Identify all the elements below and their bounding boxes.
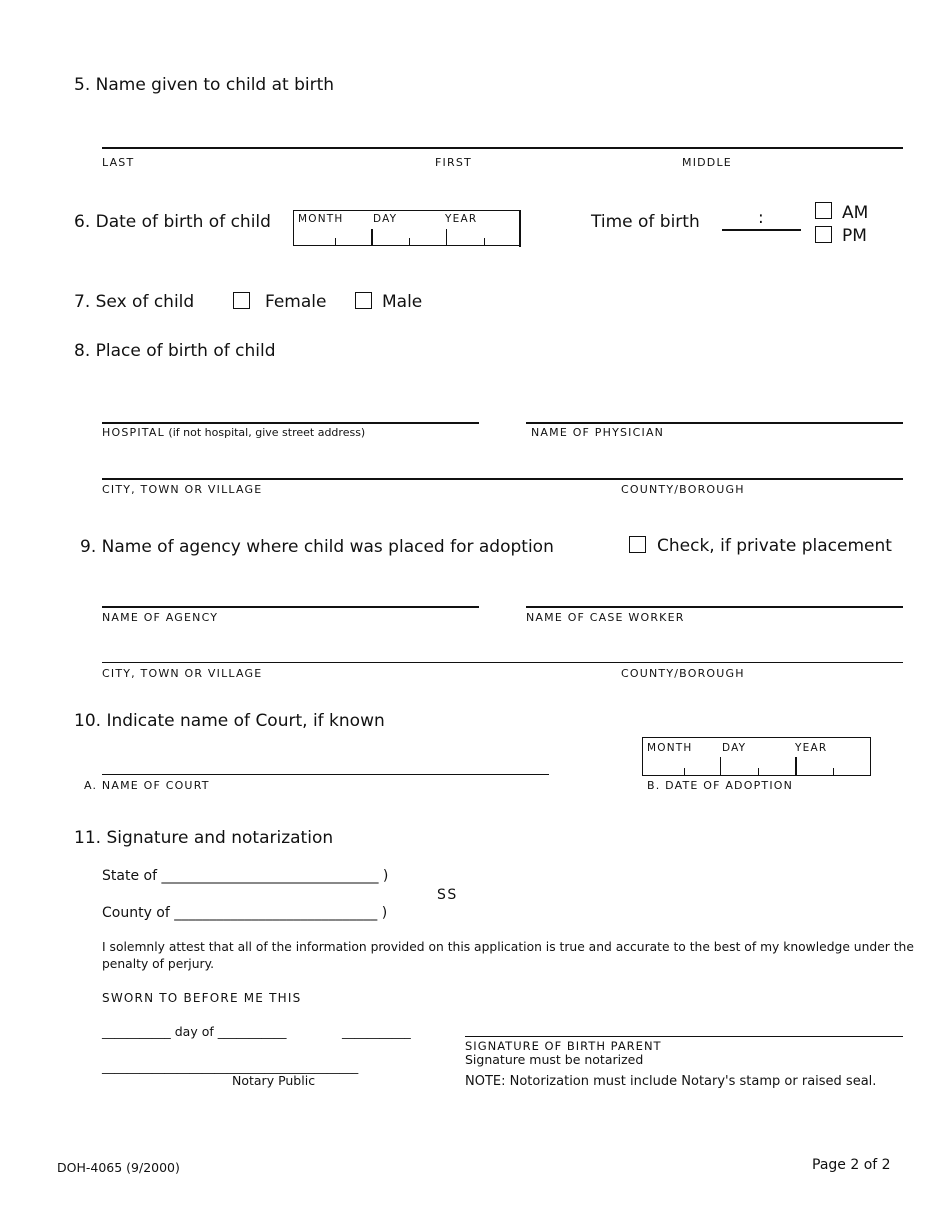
time-of-birth-label: Time of birth — [591, 212, 700, 232]
first-label: FIRST — [435, 156, 472, 169]
birth-date-right-edge — [519, 210, 521, 247]
signature-label: SIGNATURE OF BIRTH PARENT — [465, 1039, 662, 1053]
notary-public-label: Notary Public — [232, 1073, 316, 1088]
q10-title: 10. Indicate name of Court, if known — [74, 711, 385, 731]
q7-title: 7. Sex of child — [74, 292, 195, 312]
time-of-birth-field[interactable] — [722, 229, 801, 231]
agency-label: NAME OF AGENCY — [102, 611, 219, 624]
q6-title: 6. Date of birth of child — [74, 212, 271, 232]
adoption-date-tick — [684, 768, 685, 776]
hospital-label-text: HOSPITAL — [102, 426, 165, 439]
private-placement-checkbox[interactable] — [629, 536, 646, 553]
day-of-line[interactable]: ___________ day of ___________ — [102, 1024, 287, 1039]
male-label: Male — [382, 292, 423, 312]
hospital-field[interactable] — [102, 422, 479, 424]
case-worker-label: NAME OF CASE WORKER — [526, 611, 685, 624]
notary-signature-line[interactable]: _________________________________________ — [102, 1059, 359, 1074]
year-line[interactable]: ___________ — [342, 1024, 411, 1039]
court-name-field[interactable] — [102, 774, 549, 775]
adoption-day-label: DAY — [722, 742, 747, 754]
sworn-label: SWORN TO BEFORE ME THIS — [102, 991, 302, 1005]
birth-date-baseline — [294, 245, 520, 246]
birth-date-divider — [446, 229, 447, 246]
page-number: Page 2 of 2 — [812, 1157, 891, 1173]
agency-field[interactable] — [102, 606, 479, 608]
q9-title: 9. Name of agency where child was placed for adoption — [80, 537, 554, 557]
birth-parent-signature-field[interactable] — [465, 1036, 903, 1037]
am-label: AM — [842, 203, 869, 223]
adoption-date-label: B. DATE OF ADOPTION — [647, 779, 794, 792]
ss-label: SS — [437, 887, 458, 903]
birth-city-label: CITY, TOWN OR VILLAGE — [102, 483, 263, 496]
time-colon: : — [758, 208, 764, 228]
q11-title: 11. Signature and notarization — [74, 828, 334, 848]
private-placement-label: Check, if private placement — [657, 536, 892, 556]
am-checkbox[interactable] — [815, 202, 832, 219]
birth-date-tick — [335, 238, 336, 246]
adoption-date-divider — [795, 757, 797, 776]
birth-day-label: DAY — [373, 213, 398, 225]
middle-label: MIDDLE — [682, 156, 732, 169]
male-checkbox[interactable] — [355, 292, 372, 309]
pm-checkbox[interactable] — [815, 226, 832, 243]
attestation-line-2: penalty of perjury. — [102, 957, 215, 971]
agency-county-label: COUNTY/BOROUGH — [621, 667, 745, 680]
physician-field[interactable] — [526, 422, 903, 424]
adoption-year-label: YEAR — [795, 742, 828, 754]
court-name-label: A. NAME OF COURT — [84, 779, 210, 792]
birth-month-label: MONTH — [298, 213, 344, 225]
adoption-date-tick — [758, 768, 759, 776]
adoption-date-divider — [720, 757, 721, 776]
q8-title: 8. Place of birth of child — [74, 341, 276, 361]
signature-note: Signature must be notarized — [465, 1052, 644, 1067]
agency-city-county-field[interactable] — [102, 662, 903, 663]
state-of-line[interactable]: State of _______________________________ ) — [102, 868, 389, 884]
child-name-field[interactable] — [102, 147, 903, 149]
adoption-month-label: MONTH — [647, 742, 693, 754]
hospital-label — [102, 426, 365, 439]
q5-title: 5. Name given to child at birth — [74, 75, 335, 95]
adoption-date-baseline — [643, 775, 870, 776]
hospital-note: (if not hospital, give street address) — [168, 426, 366, 439]
birth-county-label: COUNTY/BOROUGH — [621, 483, 745, 496]
attestation-line-1: I solemnly attest that all of the information provided on this application is true and accurate to the best of my knowledge under the — [102, 940, 914, 954]
adoption-date-tick — [833, 768, 834, 776]
birth-date-tick — [484, 238, 485, 246]
birth-date-divider — [371, 229, 373, 246]
physician-label: NAME OF PHYSICIAN — [531, 426, 665, 439]
birth-date-tick — [409, 238, 410, 246]
female-checkbox[interactable] — [233, 292, 250, 309]
agency-city-label: CITY, TOWN OR VILLAGE — [102, 667, 263, 680]
form-id: DOH-4065 (9/2000) — [57, 1160, 180, 1175]
county-of-line[interactable]: County of _____________________________ ) — [102, 905, 388, 921]
last-label: LAST — [102, 156, 135, 169]
birth-year-label: YEAR — [445, 213, 478, 225]
case-worker-field[interactable] — [526, 606, 903, 608]
pm-label: PM — [842, 226, 867, 246]
birth-city-county-field[interactable] — [102, 478, 903, 480]
female-label: Female — [265, 292, 327, 312]
notarization-note: NOTE: Notorization must include Notary's stamp or raised seal. — [465, 1074, 877, 1089]
